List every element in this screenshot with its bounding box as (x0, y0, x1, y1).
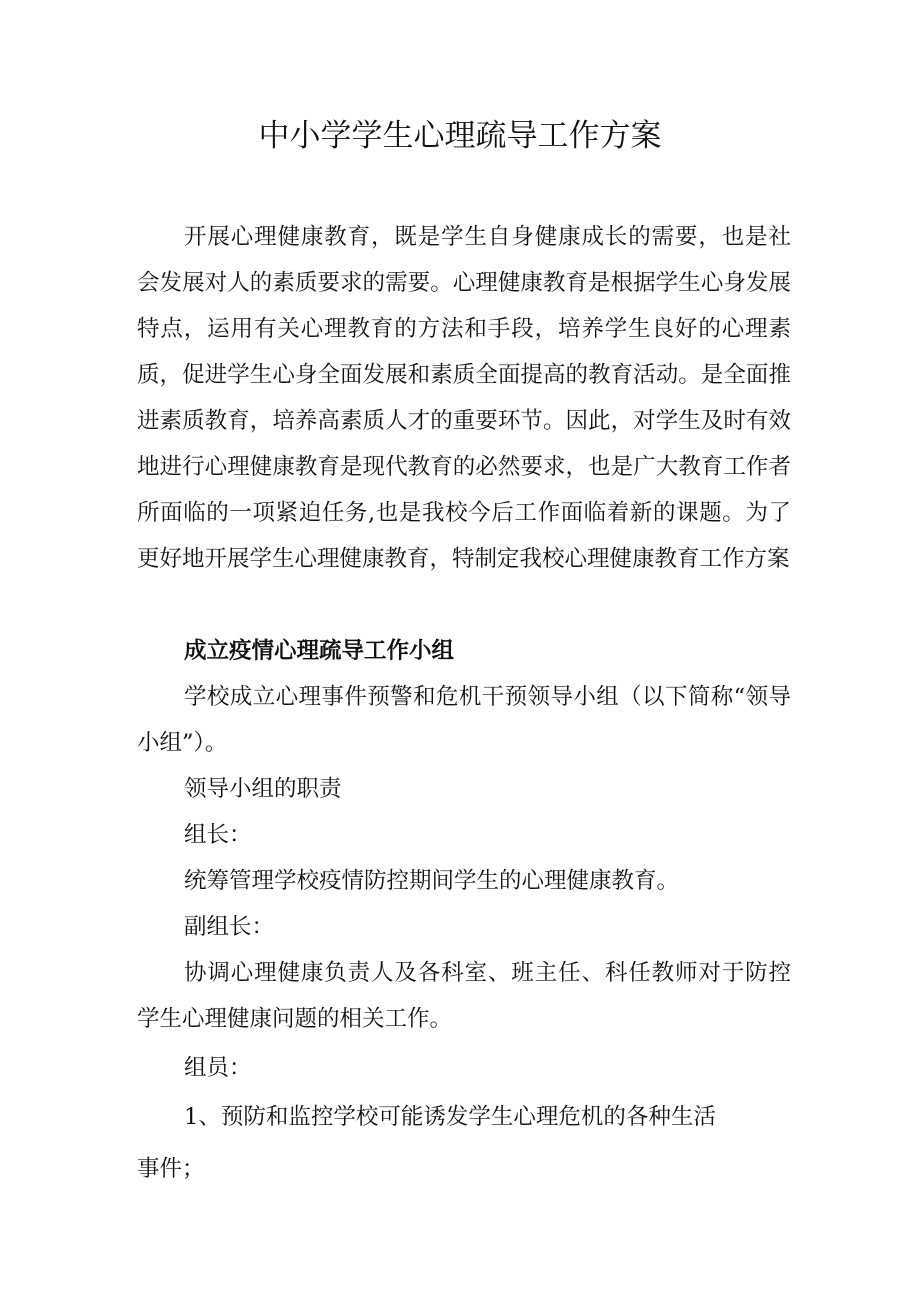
document-title: 中小学学生心理疏导工作方案 (258, 118, 662, 154)
section-heading: 成立疫情心理疏导工作小组 (184, 638, 455, 664)
member-item-1-line-2: 事件； (137, 1156, 205, 1182)
intro-paragraph: 开展心理健康教育，既是学生自身健康成长的需要，也是社会发展对人的素质要求的需要。心理健康教育是根据学生心身发展特点，运用有关心理教育的方法和手段，培养学生良好的心理素质，促进学生心身全面发展和素质全面提高的教育活动。是全面推进素质教育，培养高素质人才的重要环节。因此，对学生及时有效地进行心理健康教育是现代教育的必然要求，也是广大教育工作者所面临的一项紧迫任务,也是我校今后工作面临着新的课题。为了更好地开展学生心理健康教育，特制定我校心理健康教育工作方案 (137, 224, 791, 572)
deputy-label: 副组长： (184, 914, 275, 940)
member-item-1-line-1: 1、预防和监控学校可能诱发学生心理危机的各种生活 (184, 1104, 716, 1130)
leader-label: 组长： (184, 822, 252, 848)
group-intro-paragraph: 学校成立心理事件预警和危机干预领导小组（以下简称“领导小组”）。 (137, 684, 791, 756)
duties-heading: 领导小组的职责 (184, 776, 342, 802)
deputy-duty: 协调心理健康负责人及各科室、班主任、科任教师对于防控学生心理健康问题的相关工作。 (137, 960, 791, 1032)
leader-duty: 统筹管理学校疫情防控期间学生的心理健康教育。 (184, 868, 680, 894)
member-label: 组员： (184, 1055, 252, 1081)
